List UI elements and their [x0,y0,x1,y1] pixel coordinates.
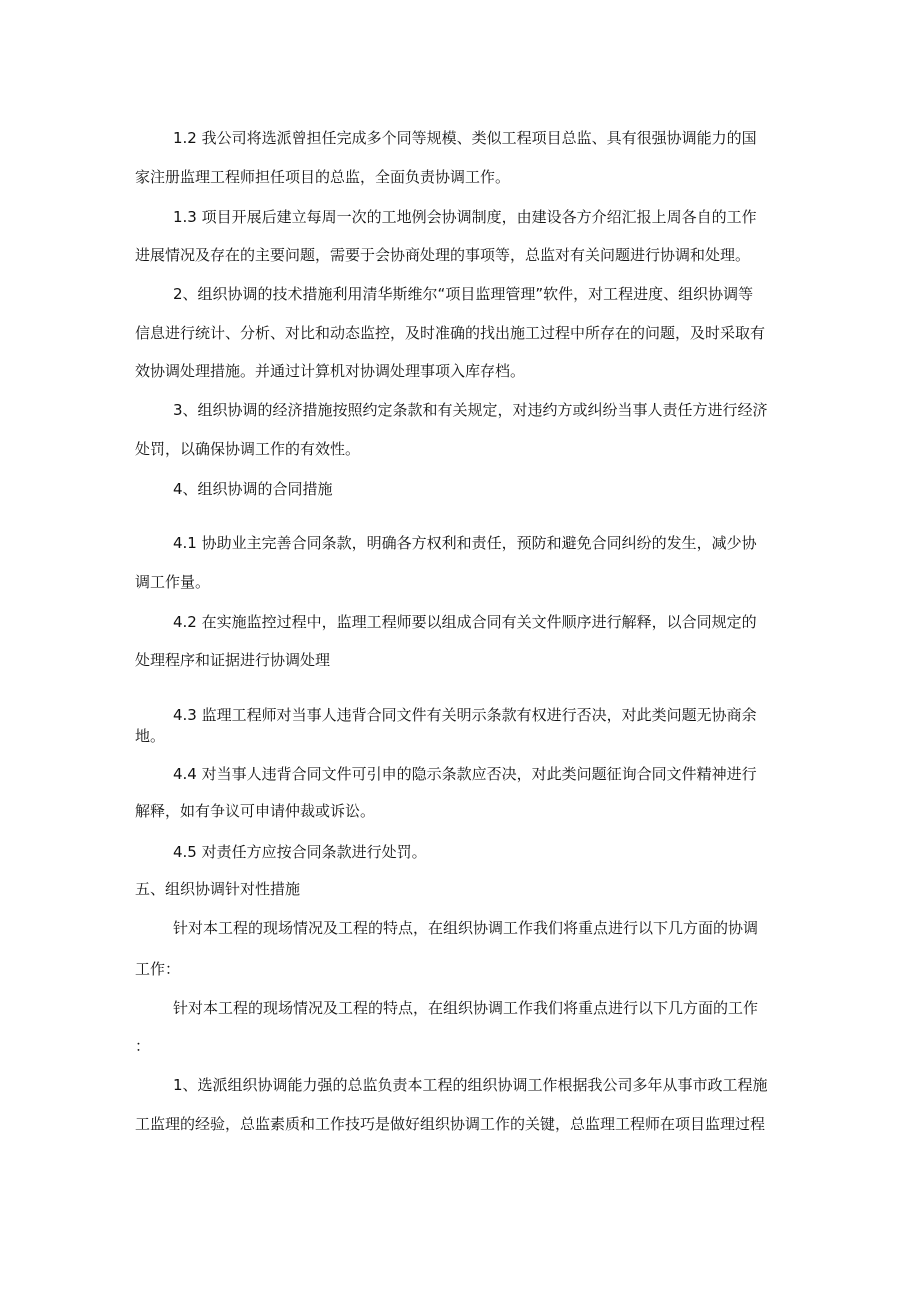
section-heading-5: 五、组织协调针对性措施 [135,880,301,898]
para-4-2-line-1: 4.2 在实施监控过程中，监理工程师要以组成合同有关文件顺序进行解释，以合同规定的 [173,613,757,631]
para-3-line-1: 3、组织协调的经济措施按照约定条款和有关规定，对违约方或纠纷当事人责任方进行经济 [173,401,768,419]
para-4-4-line-1: 4.4 对当事人违背合同文件可引申的隐示条款应否决，对此类问题征询合同文件精神进行 [173,765,757,783]
para-1-3-line-2: 进展情况及存在的主要问题，需要于会协商处理的事项等，总监对有关问题进行协调和处理。 [135,246,751,264]
para-4-5: 4.5 对责任方应按合同条款进行处罚。 [173,843,427,861]
para-2-line-3: 效协调处理措施。并通过计算机对协调处理事项入库存档。 [135,362,526,380]
para-4-3-line-1: 4.3 监理工程师对当事人违背合同文件有关明示条款有权进行否决，对此类问题无协商余 [173,706,757,724]
para-item-1-line-2: 工监理的经验，总监素质和工作技巧是做好组织协调工作的关键，总监理工程师在项目监理过程 [135,1115,766,1133]
para-item-1-line-1: 1、选派组织协调能力强的总监负责本工程的组织协调工作根据我公司多年从事市政工程施 [173,1076,768,1094]
para-4-4-line-2: 解释，如有争议可申请仲裁或诉讼。 [135,802,376,820]
para-3-line-2: 处罚，以确保协调工作的有效性。 [135,440,361,458]
para-4-2-line-2: 处理程序和证据进行协调处理 [135,651,331,669]
para-intro-2-line-1: 针对本工程的现场情况及工程的特点，在组织协调工作我们将重点进行以下几方面的工作 [173,999,759,1017]
para-1-2-line-1: 1.2 我公司将选派曾担任完成多个同等规模、类似工程项目总监、具有很强协调能力的国 [173,129,757,147]
para-intro-1-line-1: 针对本工程的现场情况及工程的特点，在组织协调工作我们将重点进行以下几方面的协调 [173,919,759,937]
para-2-line-2: 信息进行统计、分析、对比和动态监控，及时准确的找出施工过程中所存在的问题，及时采取有 [135,324,766,342]
para-intro-2-line-2: ： [135,1037,151,1055]
para-1-2-line-2: 家注册监理工程师担任项目的总监，全面负责协调工作。 [135,168,511,186]
para-intro-1-line-2: 工作： [135,960,181,978]
para-2-line-1: 2、组织协调的技术措施利用清华斯维尔“项目监理管理”软件，对工程进度、组织协调等 [173,285,754,303]
para-4-3-line-2: 地。 [135,727,166,745]
para-1-3-line-1: 1.3 项目开展后建立每周一次的工地例会协调制度，由建设各方介绍汇报上周各自的工作 [173,208,757,226]
para-4-1-line-1: 4.1 协助业主完善合同条款，明确各方权利和责任，预防和避免合同纠纷的发生，减少协 [173,534,757,552]
heading-4: 4、组织协调的合同措施 [173,480,333,498]
para-4-1-line-2: 调工作量。 [135,573,211,591]
